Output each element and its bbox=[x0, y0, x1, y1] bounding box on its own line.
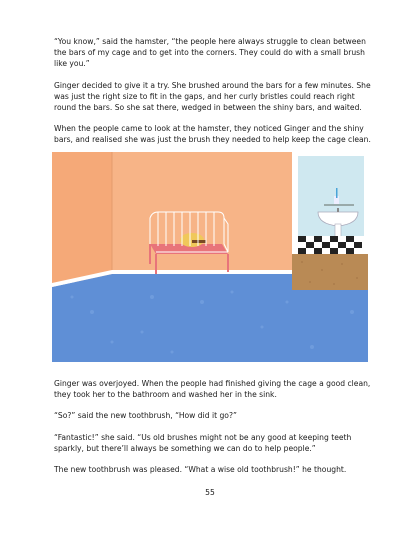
paragraph: “Fantastic!” she said. “Us old brushes might not be any good at keeping teeth sparkly, but there’ll always be something we can do to help people.” bbox=[54, 432, 352, 453]
room-illustration bbox=[52, 152, 368, 362]
paragraph: When the people came to look at the hamster, they noticed Ginger and the shiny bars, and realised she was just the brush they needed to help keep the cage clean. bbox=[54, 124, 371, 145]
bathroom-tiles bbox=[298, 236, 364, 254]
paragraph: Ginger decided to give it a try. She brushed around the bars for a few minutes. She was just the right size to fit in the gaps, and her curly bristles could reach right round the bars. So she sat there, wedged in between the shiny bars, and waited. bbox=[54, 80, 371, 113]
bottom-text-block bbox=[54, 378, 372, 485]
sink-pedestal bbox=[335, 224, 341, 238]
paragraph: The new toothbrush was pleased. “What a wise old toothbrush!” he thought. bbox=[54, 465, 347, 475]
toothbrush bbox=[336, 188, 338, 198]
paragraph: Ginger was overjoyed. When the people had finished giving the cage a good clean, they took her to the bathroom and washed her in the sink. bbox=[54, 379, 371, 400]
paragraph: “You know,” said the hamster, “the people here always struggle to clean between the bars of my cage and to get into the corners. They could do with a small brush like you.” bbox=[54, 37, 366, 69]
doormat bbox=[292, 254, 368, 290]
skirting-back bbox=[112, 270, 292, 274]
top-text-block bbox=[54, 36, 372, 156]
paragraph: “So?” said the new toothbrush, “How did it go?” bbox=[54, 411, 237, 421]
tap bbox=[337, 208, 339, 212]
wall-corner-shade bbox=[52, 152, 112, 287]
bathroom-shelf bbox=[324, 204, 354, 206]
ginger-brush bbox=[192, 240, 206, 243]
page-number: 55 bbox=[205, 488, 215, 497]
